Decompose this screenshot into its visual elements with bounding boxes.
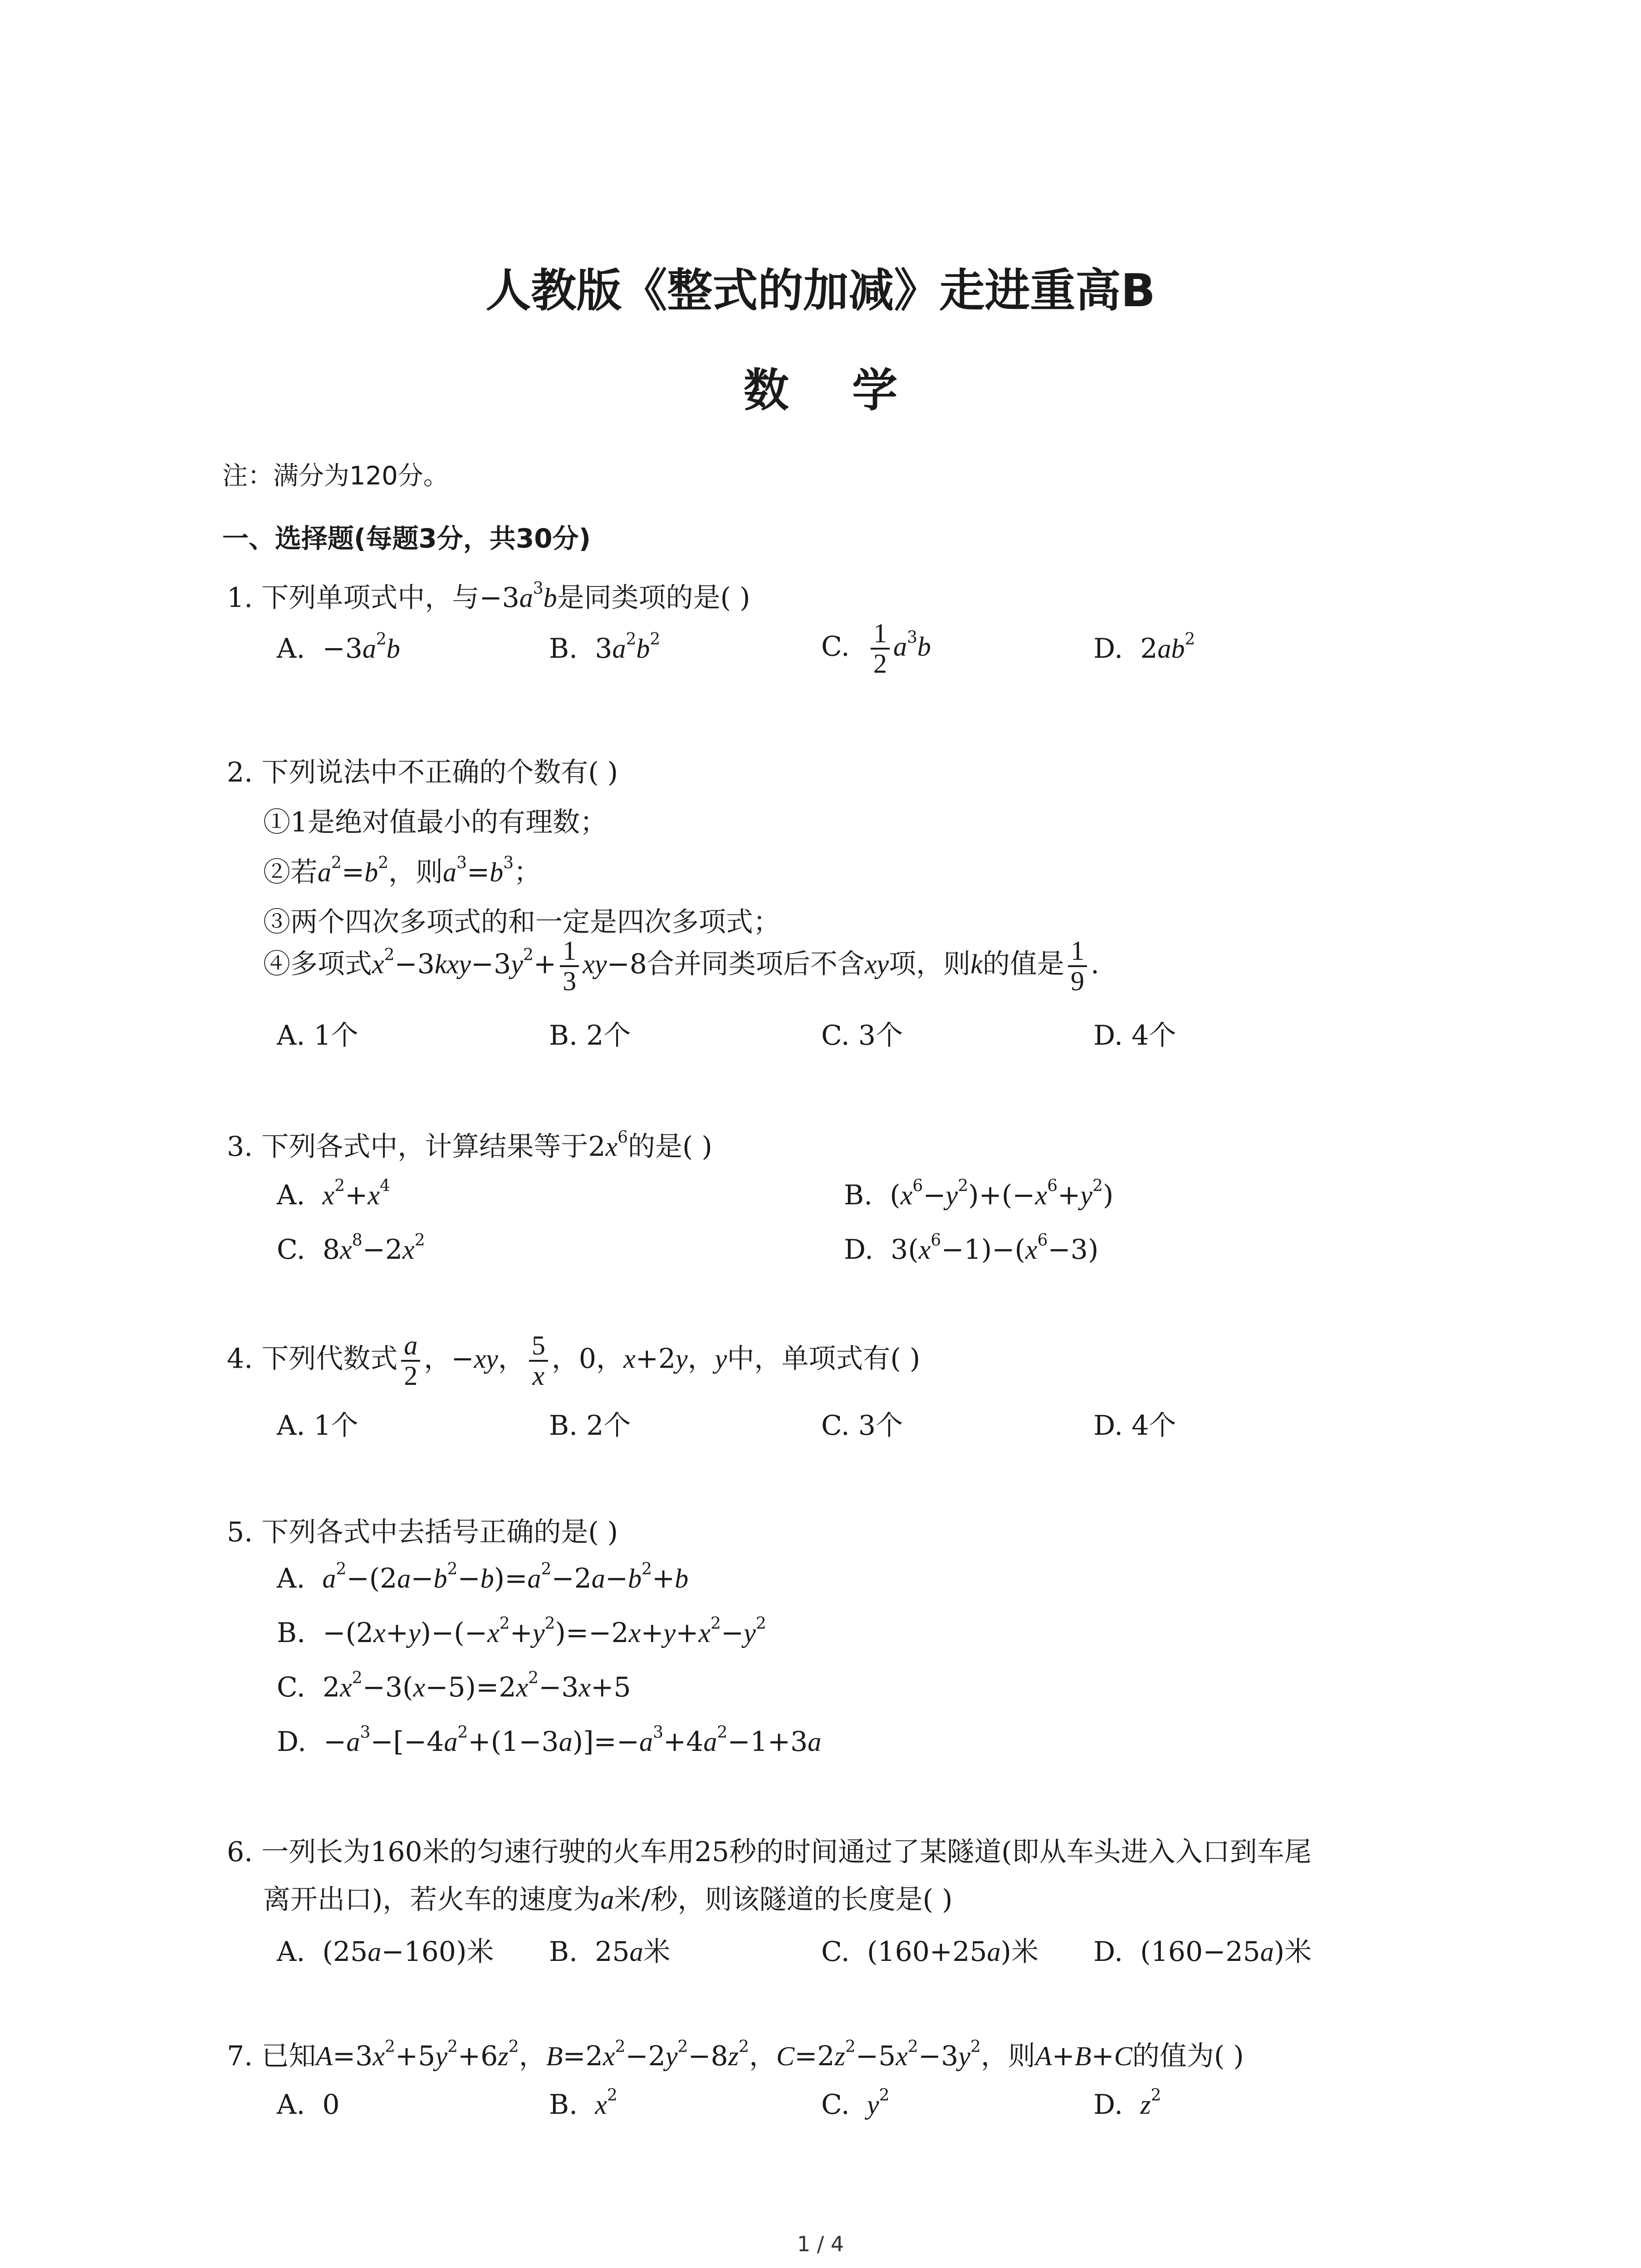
page-number: 1 / 4 [797, 2232, 844, 2256]
question-6-option-a: A. (25a−160)米 [277, 1936, 494, 1968]
score-note: 注：满分为120分。 [222, 461, 449, 491]
document-subject: 数 学 [743, 364, 898, 417]
question-7-option-c: C. $y^2$ [821, 2086, 890, 2121]
question-7-option-d: D. $z^2$ [1093, 2086, 1161, 2121]
question-2-option-b: B. 2个 [549, 1020, 631, 1051]
question-2-option-a: A. 1个 [277, 1020, 358, 1051]
question-2-item-1: ①1是绝对值最小的有理数； [263, 807, 607, 838]
question-5-option-b: B. $-(2x+y)-(-x^2+y^2)=-2x+y+x^2-y^2$ [277, 1614, 766, 1649]
question-3-option-a: A. $x^2+x^4$ [277, 1177, 390, 1211]
question-1-stem: 1. 下列单项式中，与$-3a^3b$是同类项的是( ) [227, 579, 750, 614]
question-7-option-b: B. $x^2$ [549, 2086, 617, 2121]
question-2-stem: 2. 下列说法中不正确的个数有( ) [227, 757, 618, 788]
question-6-option-d: D. (160−25a)米 [1093, 1936, 1312, 1968]
question-5-option-c: C. $2x^2-3(x-5)=2x^2-3x+5$ [277, 1669, 631, 1703]
question-2-item-2: ②若$a^2=b^2$，则$a^3=b^3$； [263, 854, 541, 888]
question-6-option-b: B. 25a米 [549, 1936, 671, 1968]
question-4-option-b: B. 2个 [549, 1410, 631, 1442]
section-heading: 一、选择题(每题3分，共30分) [222, 523, 591, 554]
question-5-option-d: D. $-a^3-[-4a^2+(1-3a)]=-a^3+4a^2-1+3a$ [277, 1723, 822, 1758]
question-1-option-c: C. $\frac{1}{2}$ $a^3b$ [821, 618, 931, 679]
question-2-item-3: ③两个四次多项式的和一定是四次多项式； [263, 906, 780, 938]
question-6-option-c: C. (160+25a)米 [821, 1936, 1038, 1968]
question-2-item-4: ④多项式$x^2-3kxy-3y^2+$ $\frac{1}{3}$ xy−8合并同类项后不含xy项，则k的值是 $\frac{1}{9}$ . [263, 936, 1099, 996]
question-4-option-d: D. 4个 [1093, 1410, 1176, 1442]
question-1-option-a: A. $-3a^2b$ [277, 630, 400, 665]
question-6-stem-line2: 离开出口)，若火车的速度为a米/秒，则该隧道的长度是( ) [263, 1884, 953, 1916]
question-5-stem: 5. 下列各式中去括号正确的是( ) [227, 1516, 618, 1548]
question-2-option-d: D. 4个 [1093, 1020, 1176, 1051]
question-4-option-a: A. 1个 [277, 1410, 358, 1442]
question-7-stem: 7. 已知$A=3x^2+5y^2+6z^2$，$B=2x^2-2y^2-8z^2$，$C=2z^2-5x^2-3y^2$，则A+B+C的值为( ) [227, 2038, 1244, 2072]
question-5-option-a: A. $a^2-(2a-b^2-b)=a^2-2a-b^2+b$ [277, 1560, 689, 1594]
question-3-option-d: D. $3(x^6-1)-(x^6-3)$ [844, 1231, 1099, 1266]
question-3-option-c: C. $8x^8-2x^2$ [277, 1231, 425, 1266]
document-title: 人教版《整式的加减》走进重高B [485, 264, 1156, 317]
question-4-option-c: C. 3个 [821, 1410, 903, 1442]
question-3-option-b: B. $(x^6-y^2)+(-x^6+y^2)$ [844, 1177, 1114, 1211]
question-7-option-a: A. 0 [277, 2089, 340, 2121]
question-1-option-d: D. $2ab^2$ [1093, 630, 1195, 665]
question-4-stem: 4. 下列代数式 $\frac{a}{2}$ ，−xy， $\frac{5}{x}$ ，0，x+2y，y中，单项式有( ) [227, 1330, 921, 1391]
question-3-stem: 3. 下列各式中，计算结果等于$2x^6$的是( ) [227, 1128, 712, 1163]
question-1-option-b: B. $3a^2b^2$ [549, 630, 661, 665]
question-6-stem-line1: 6. 一列长为160米的匀速行驶的火车用25秒的时间通过了某隧道(即从车头进入入口到车尾 [227, 1836, 1312, 1868]
fraction-one-half: $\frac{1}{2}$ [871, 619, 890, 678]
question-2-option-c: C. 3个 [821, 1020, 903, 1051]
